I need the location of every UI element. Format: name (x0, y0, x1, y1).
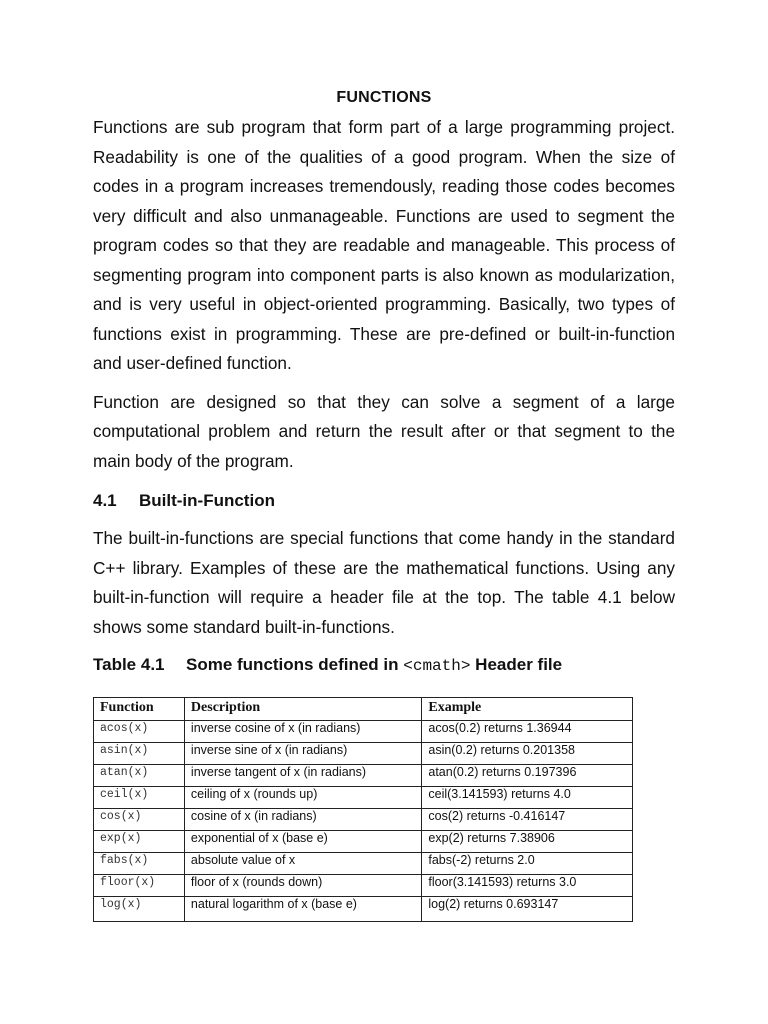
section-paragraph: The built-in-functions are special functions that come handy in the standard C++ library. Examples of these are the mathematical functions. Using any built-in-function will require a header file at the top. The table 4.1 below shows some standard built-in-functions. (93, 528, 675, 637)
example-cell: ceil(3.141593) returns 4.0 (422, 787, 633, 809)
example-cell: acos(0.2) returns 1.36944 (422, 721, 633, 743)
table-row (94, 809, 633, 831)
example-cell: log(2) returns 0.693147 (422, 897, 633, 922)
function-cell: acos(x) (94, 721, 185, 743)
section-title: Built-in-Function (139, 491, 275, 510)
document-page (93, 86, 675, 680)
purpose-paragraph: Function are designed so that they can solve a segment of a large computational problem and return the result after or that segment to the main body of the program. (93, 391, 675, 471)
description-cell: inverse tangent of x (in radians) (184, 765, 421, 787)
page-title: FUNCTIONS (336, 89, 432, 106)
section-heading (93, 486, 675, 516)
function-cell: floor(x) (94, 875, 185, 897)
description-cell: cosine of x (in radians) (184, 809, 421, 831)
table-row (94, 721, 633, 743)
table-row (94, 875, 633, 897)
table-row (94, 831, 633, 853)
table-caption (93, 650, 675, 680)
description-cell: absolute value of x (184, 853, 421, 875)
description-cell: natural logarithm of x (base e) (184, 897, 421, 922)
caption-text-before: Some functions defined in (186, 655, 404, 674)
column-header-function: Function (94, 698, 185, 721)
table-row (94, 743, 633, 765)
function-cell: cos(x) (94, 809, 185, 831)
section-number: 4.1 (93, 491, 117, 510)
table-number: Table 4.1 (93, 655, 165, 674)
header-file-name: <cmath> (403, 657, 471, 675)
function-cell: fabs(x) (94, 853, 185, 875)
example-cell: fabs(-2) returns 2.0 (422, 853, 633, 875)
intro-paragraph: Functions are sub program that form part of a large programming project. Readability is one of the qualities of a good program. When the size of codes in a program increases tremendously, reading those codes becomes very difficult and also unmanageable. Functions are used to segment the program codes so that they are readable and manageable. This process of segmenting program into component parts is also known as modularization, and is very useful in object-oriented programming. Basically, two types of functions exist in programming. These are pre-defined or built-in-function and user-defined function. (93, 117, 675, 373)
functions-table (93, 697, 633, 922)
example-cell: floor(3.141593) returns 3.0 (422, 875, 633, 897)
table-row (94, 897, 633, 922)
example-cell: atan(0.2) returns 0.197396 (422, 765, 633, 787)
function-cell: ceil(x) (94, 787, 185, 809)
description-cell: exponential of x (base e) (184, 831, 421, 853)
table-row (94, 853, 633, 875)
column-header-description: Description (184, 698, 421, 721)
table-row (94, 787, 633, 809)
function-cell: asin(x) (94, 743, 185, 765)
table-row (94, 765, 633, 787)
function-cell: log(x) (94, 897, 185, 922)
function-cell: exp(x) (94, 831, 185, 853)
column-header-example: Example (422, 698, 633, 721)
description-cell: floor of x (rounds down) (184, 875, 421, 897)
caption-text-after: Header file (470, 655, 563, 674)
table-header-row (94, 698, 633, 721)
description-cell: inverse sine of x (in radians) (184, 743, 421, 765)
function-cell: atan(x) (94, 765, 185, 787)
example-cell: asin(0.2) returns 0.201358 (422, 743, 633, 765)
description-cell: ceiling of x (rounds up) (184, 787, 421, 809)
example-cell: cos(2) returns -0.416147 (422, 809, 633, 831)
example-cell: exp(2) returns 7.38906 (422, 831, 633, 853)
description-cell: inverse cosine of x (in radians) (184, 721, 421, 743)
